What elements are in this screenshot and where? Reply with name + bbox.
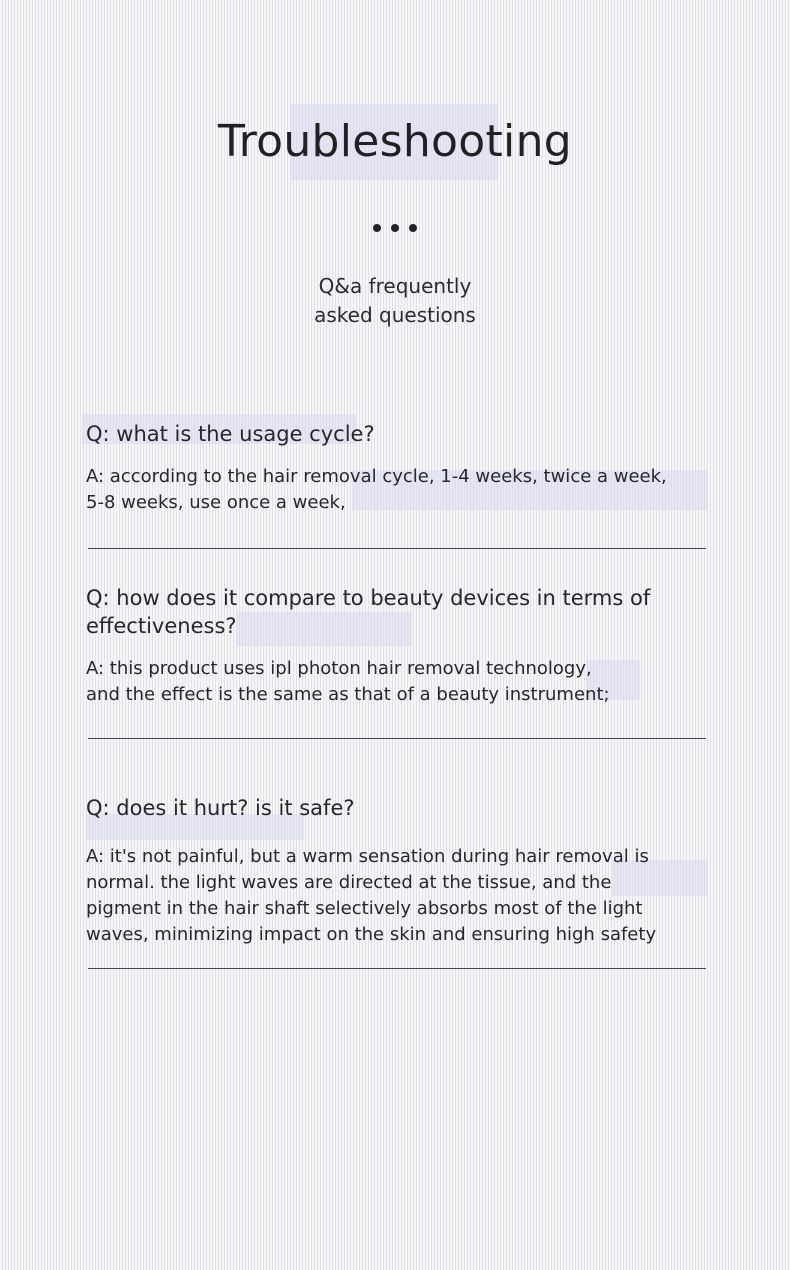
faq-item-1 bbox=[86, 420, 706, 516]
faq-item-3 bbox=[86, 794, 706, 948]
divider-line bbox=[88, 968, 706, 969]
faq-question bbox=[86, 584, 706, 640]
answer-line: pigment in the hair shaft selectively absorbs most of the light bbox=[86, 898, 643, 919]
answer-line: waves, minimizing impact on the skin and ensuring high safety bbox=[86, 924, 657, 945]
title-block bbox=[0, 104, 790, 180]
dot bbox=[373, 224, 381, 232]
ellipsis-divider bbox=[0, 224, 790, 232]
page-title: Troubleshooting bbox=[217, 116, 572, 167]
answer-line: 5-8 weeks, use once a week, bbox=[86, 492, 346, 513]
answer-line: A: it's not painful, but a warm sensation during hair removal is bbox=[86, 846, 649, 867]
page-subtitle bbox=[0, 272, 790, 330]
faq-item-2 bbox=[86, 584, 706, 708]
faq-answer bbox=[86, 656, 706, 708]
faq-answer bbox=[86, 844, 706, 948]
answer-line: A: this product uses ipl photon hair removal technology, bbox=[86, 658, 592, 679]
answer-line: A: according to the hair removal cycle, 1-4 weeks, twice a week, bbox=[86, 466, 667, 487]
divider-line bbox=[88, 548, 706, 549]
faq-answer bbox=[86, 464, 706, 516]
question-line: Q: how does it compare to beauty devices in terms of bbox=[86, 586, 651, 610]
subtitle-line-2: asked questions bbox=[314, 303, 476, 327]
question-line: effectiveness? bbox=[86, 614, 237, 638]
subtitle-line-1: Q&a frequently bbox=[318, 274, 472, 298]
faq-question: Q: what is the usage cycle? bbox=[86, 422, 375, 446]
dot bbox=[391, 224, 399, 232]
faq-question: Q: does it hurt? is it safe? bbox=[86, 796, 355, 820]
dot bbox=[409, 224, 417, 232]
answer-line: and the effect is the same as that of a beauty instrument; bbox=[86, 684, 610, 705]
divider-line bbox=[88, 738, 706, 739]
answer-line: normal. the light waves are directed at the tissue, and the bbox=[86, 872, 612, 893]
